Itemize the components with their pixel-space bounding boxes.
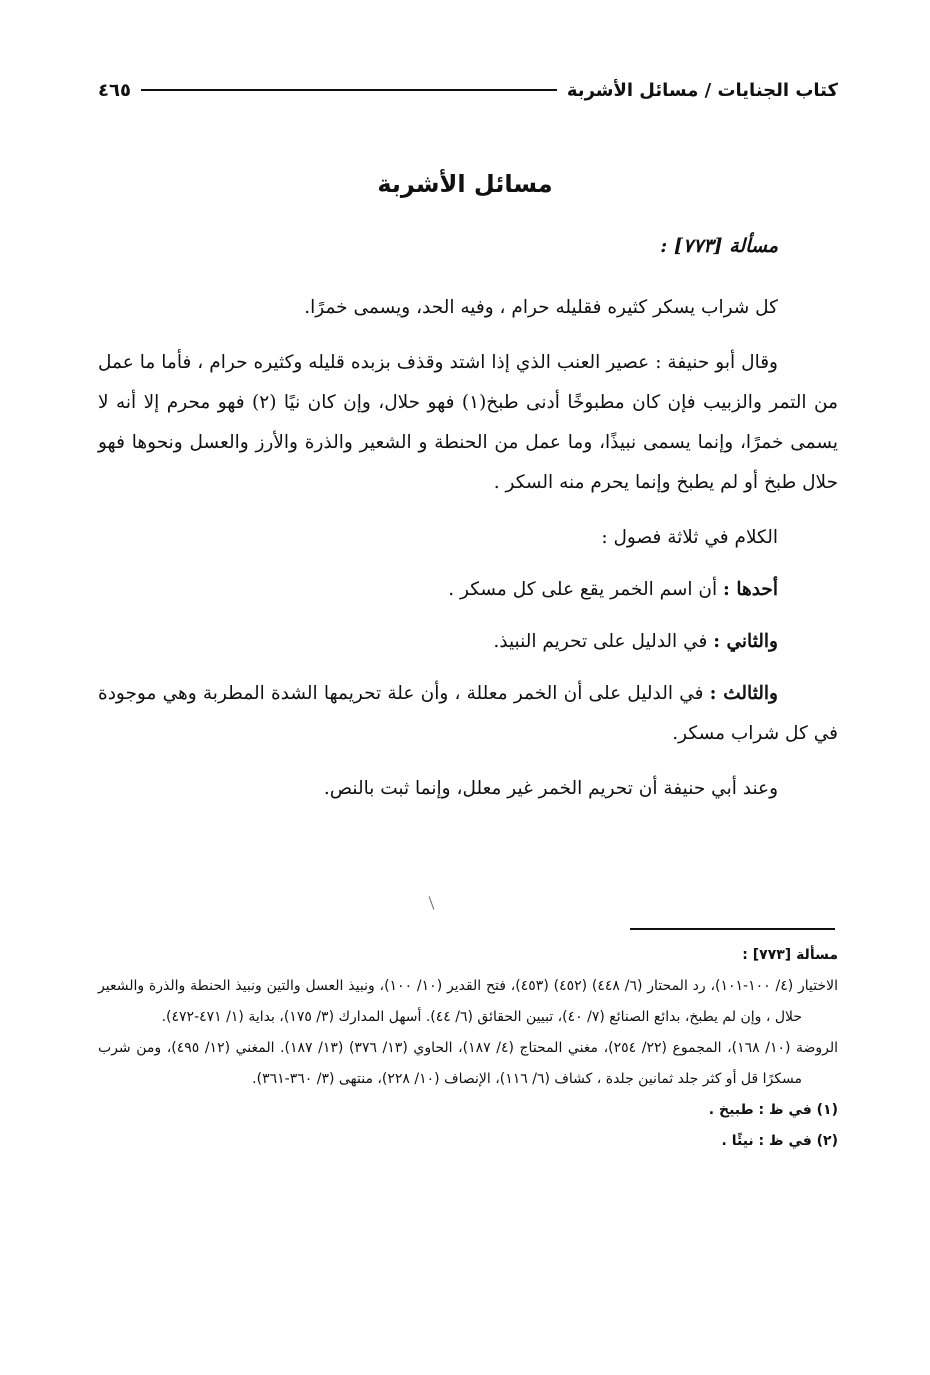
main-text [98,230,838,824]
paragraph-2 [98,343,838,503]
paragraph-text: وعند أبي حنيفة أن تحريم الخمر غير معلل، وإنما ثبت بالنص. [323,778,778,799]
footnote-reference: الاختيار (٤/ ١٠٠-١٠١)، رد المحتار (٦/ ٤٤٨) (٤٥٢) (٤٥٣)، فتح القدير (١٠/ ١٠٠)، ونبيذ العسل والتين ونبيذ الحنطة والذرة والشعير حلال ، وإن لم يطبخ، بدائع الصنائع (٧/ ٤٠)، تبيين الحقائق (٦/ ٤٤). أسهل المدارك (٣/ ١٧٥)، بداية (١/ ٤٧١-٤٧٢). [98,978,839,1025]
footnote-title: مسألة [٧٧٣] : [742,947,838,963]
footnotes [98,940,838,1157]
footnote-note: (٢) في ظ : نيئًا . [721,1133,838,1149]
paragraph-text: أن اسم الخمر يقع على كل مسكر . [448,579,724,600]
paragraph-lead: والثالث : [709,683,778,704]
paragraph-6 [98,674,838,754]
paragraph-text: وقال أبو حنيفة : عصير العنب الذي إذا اشتد وقذف بزبده قليله وكثيره حرام ، فأما ما عمل من التمر والزبيب فإن كان مطبوخًا أدنى طبخ(١) فهو حلال، وإن كان نيًا (٢) فهو محرم إلا أنه لا يسمى خمرًا، وإنما يسمى نبيذًا، وما عمل من الحنطة و الشعير والذرة والأرز والعسل ونحوها فهو حلال طبخ أو لم يطبخ وإنما يحرم منه السكر . [98,352,838,493]
header-rule [141,89,557,91]
paragraph-3 [98,518,838,558]
header-title: كتاب الجنايات / مسائل الأشربة [566,79,838,101]
paragraph-1 [98,288,838,328]
page-number: ٤٦٥ [98,79,131,101]
paragraph-text: في الدليل على أن الخمر معللة ، وأن علة تحريمها الشدة المطربة وهي موجودة في كل شراب مسكر. [98,683,838,744]
footnote-reference: الروضة (١٠/ ١٦٨)، المجموع (٢٢/ ٢٥٤)، مغني المحتاج (٤/ ١٨٧)، الحاوي (١٣/ ٣٧٦) (١٣/ ١٨٧). المغني (١٢/ ٤٩٥)، ومن شرب مسكرًا قل أو كثر جلد ثمانين جلدة ، كشاف (٦/ ١١٦)، الإنصاف (١٠/ ٢٢٨)، منتهى (٣/ ٣٦٠-٣٦١). [98,1040,839,1087]
running-header [98,74,838,106]
footnote-rule [630,928,835,930]
stray-mark [429,896,435,909]
paragraph-text: في الدليل على تحريم النبيذ. [493,631,714,652]
paragraph-5 [98,622,838,662]
paragraph-text: كل شراب يسكر كثيره فقليله حرام ، وفيه الحد، ويسمى خمرًا. [304,297,778,318]
issue-label: مسألة [٧٧٣] : [660,235,778,257]
paragraph-4 [98,570,838,610]
paragraph-lead: أحدها : [723,579,778,600]
paragraph-text: الكلام في ثلاثة فصول : [601,527,778,548]
paragraph-7 [98,769,838,809]
paragraph-lead: والثاني : [713,631,778,652]
chapter-title: مسائل الأشربة [377,170,553,198]
footnote-note: (١) في ظ : طبيخ . [708,1102,838,1118]
